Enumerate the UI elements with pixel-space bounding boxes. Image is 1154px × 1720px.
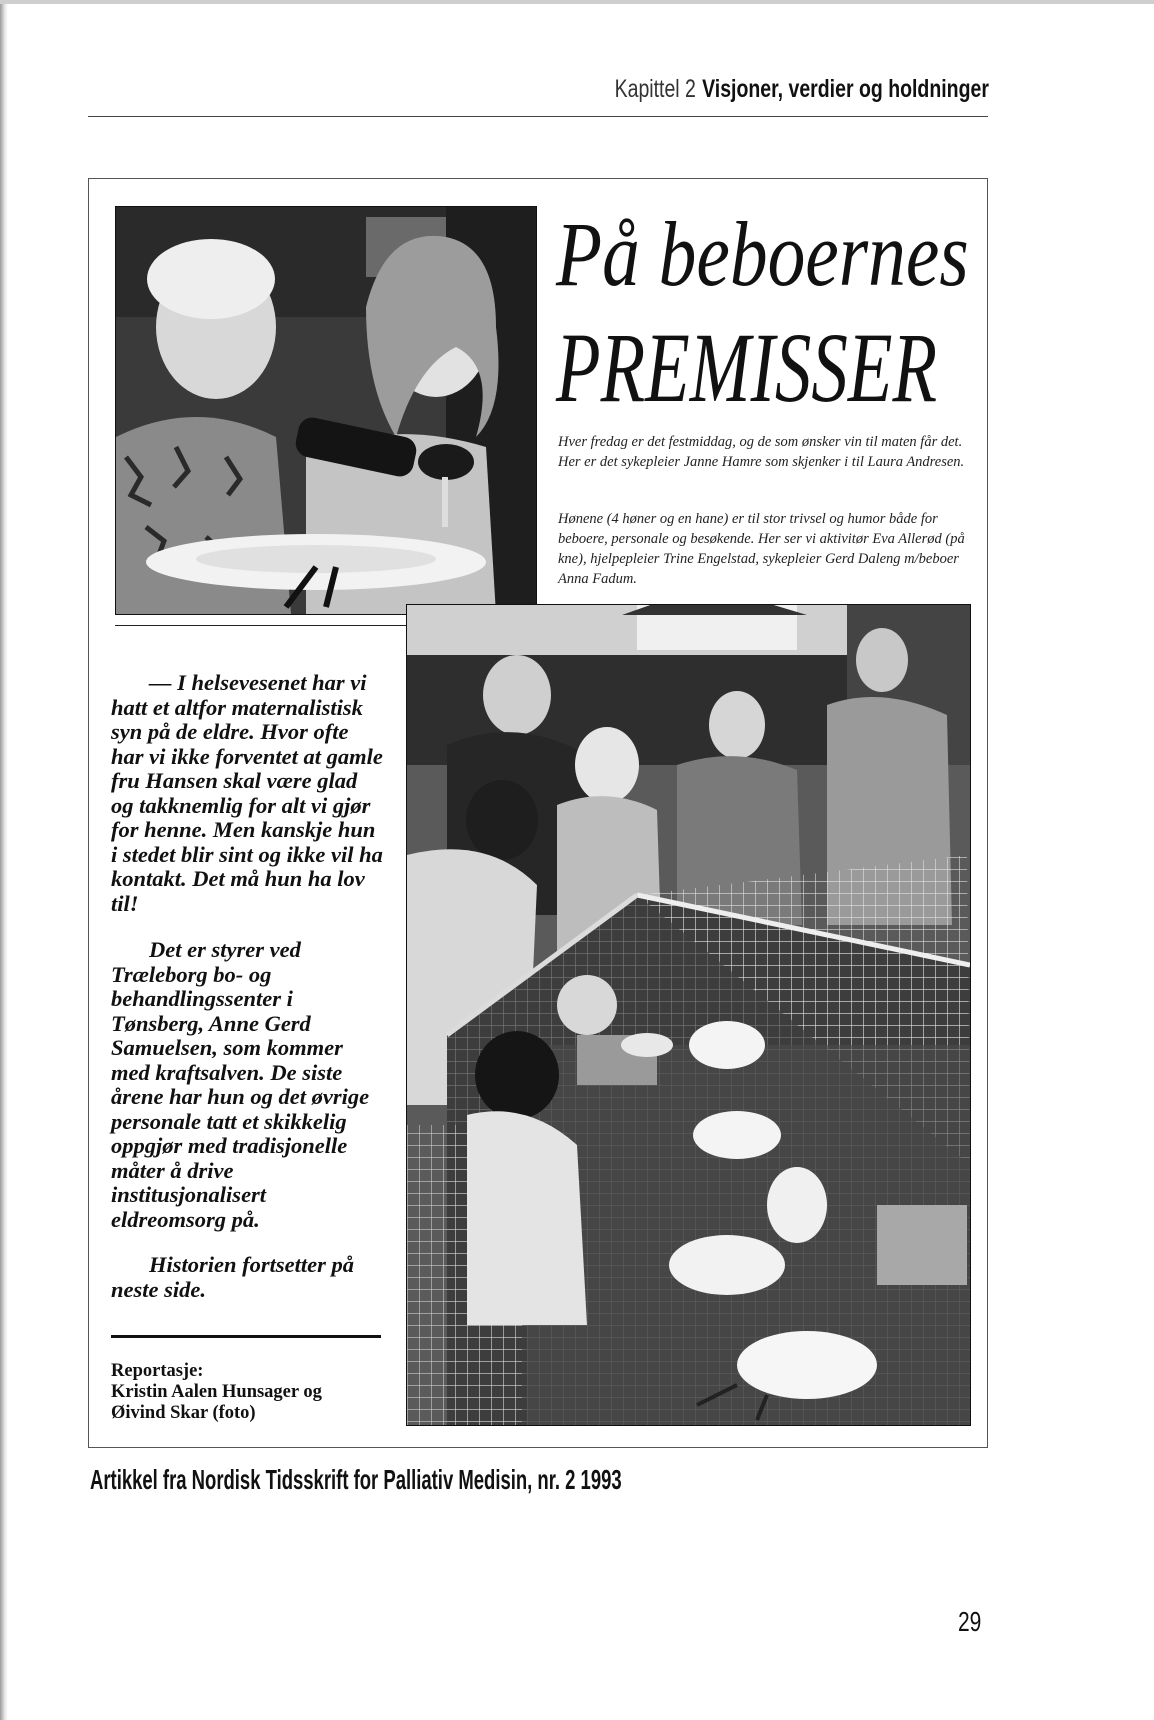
header-rule <box>88 116 988 117</box>
byline-heading: Reportasje: <box>111 1361 204 1381</box>
quote-paragraph-1: — I helsevesenet har vi hatt et altfor maternalistisk syn på de eldre. Hvor ofte har vi ikke forventet at gamle fru Hansen skal være glad og takknemlig for alt vi gjør for henne. Men kanskje hun i stedet blir sint og ikke vil ha kontakt. Det må hun ha lov til! <box>111 670 383 916</box>
page-number: 29 <box>958 1606 982 1637</box>
section-title: Visjoner, verdier og holdninger <box>702 75 989 103</box>
chapter-label: Kapittel 2 <box>614 75 696 103</box>
pull-quote <box>111 671 383 1302</box>
running-head <box>615 75 989 104</box>
byline-line-2: Øivind Skar (foto) <box>111 1403 256 1423</box>
photo-frame <box>115 206 535 626</box>
byline <box>111 1361 391 1424</box>
article-title <box>556 203 976 423</box>
byline-rule <box>111 1335 381 1338</box>
byline-line-1: Kristin Aalen Hunsager og <box>111 1382 322 1402</box>
photo-hens-enclosure <box>406 604 971 1426</box>
title-line-1: På beboernes <box>556 203 969 305</box>
scan-edge-left <box>0 0 8 1720</box>
title-line-2: PREMISSER <box>556 312 938 423</box>
photo-caption-wine: Hver fredag er det festmiddag, og de som ønsker vin til maten får det. Her er det sykepleier Janne Hamre som skjenker i til Laura Andresen. <box>558 434 965 470</box>
source-line: Artikkel fra Nordisk Tidsskrift for Palliativ Medisin, nr. 2 1993 <box>90 1464 622 1495</box>
quote-paragraph-3: Historien fortsetter på neste side. <box>111 1252 355 1302</box>
photo-caption-hens: Hønene (4 høner og en hane) er til stor trivsel og humor både for beboere, personale og besøkende. Her ser vi aktivitør Eva Allerød (på kne), hjelpepleier Trine Engelstad, sykepleier Gerd Daleng m/beboer Anna Fadum. <box>558 511 965 587</box>
quote-paragraph-2: Det er styrer ved Træleborg bo- og behandlingssenter i Tønsberg, Anne Gerd Samuelsen, som kommer med kraftsalven. De siste årene har hun og det øvrige personale tatt et skikkelig oppgjør med tradisjonelle måter å drive institusjonalisert eldreomsorg på. <box>111 937 370 1232</box>
scan-edge-top <box>0 0 1154 4</box>
